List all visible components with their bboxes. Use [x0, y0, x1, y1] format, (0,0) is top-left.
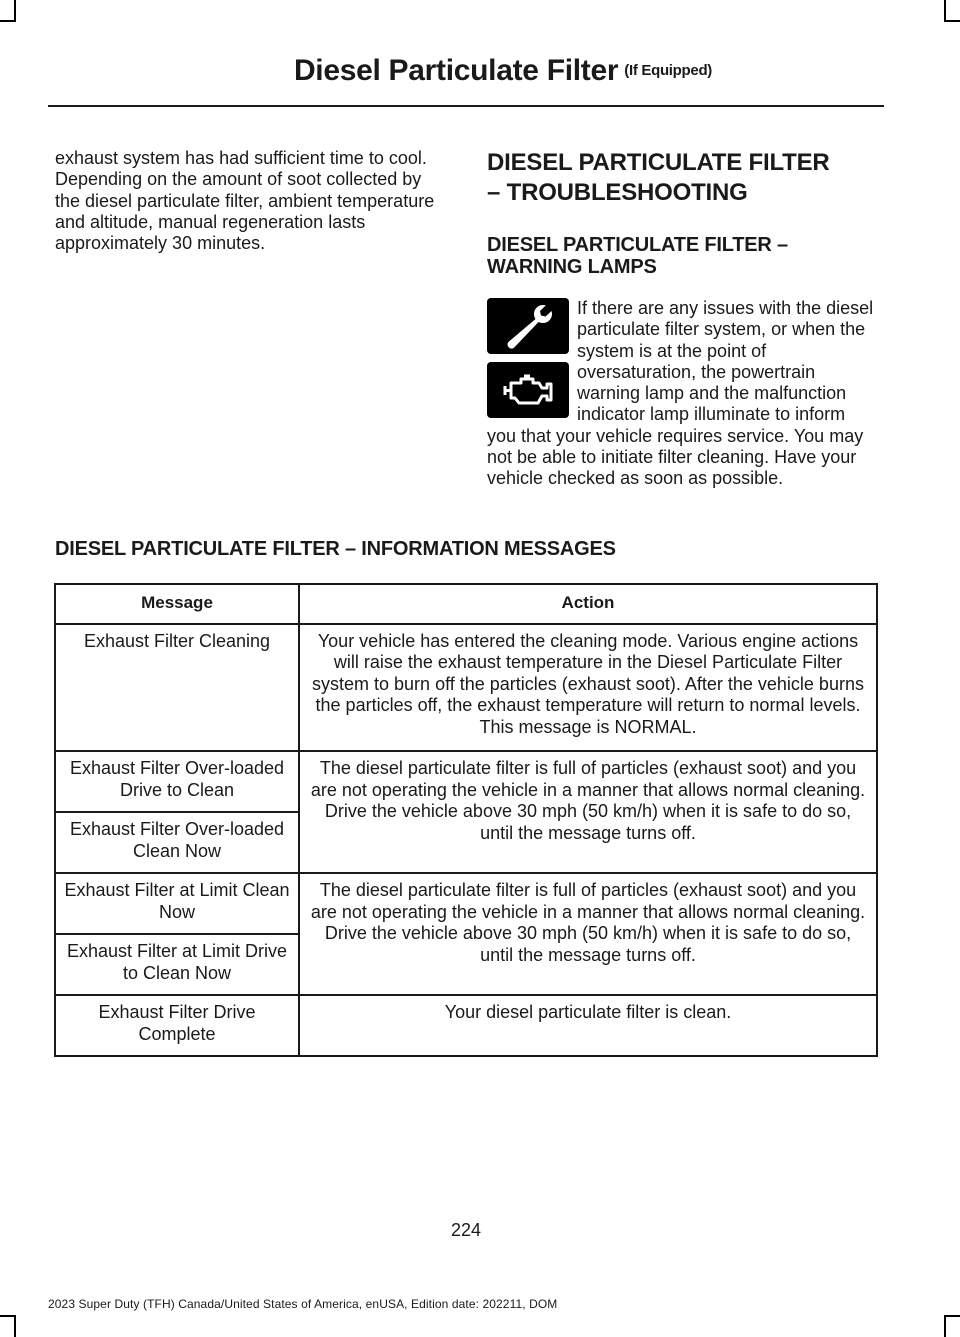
warning-lamps-heading: DIESEL PARTICULATE FILTER – WARNING LAMPS: [487, 234, 788, 278]
crop-mark: [944, 20, 960, 22]
information-messages-heading: DIESEL PARTICULATE FILTER – INFORMATION MESSAGES: [55, 538, 616, 560]
table-header-row: [55, 584, 877, 624]
table-row: [55, 751, 877, 812]
header-title: Diesel Particulate Filter: [293, 54, 619, 87]
header-suffix: (If Equipped): [624, 62, 712, 79]
crop-mark: [944, 1315, 960, 1317]
continued-paragraph: exhaust system has had sufficient time to cool. Depending on the amount of soot collected by the diesel particulate filter, ambient temperature and altitude, manual regeneration lasts approximately 30 minutes.: [55, 148, 435, 254]
message-cell: Exhaust Filter Cleaning: [55, 624, 299, 752]
crop-mark: [0, 1315, 16, 1317]
message-cell: Exhaust Filter Over-loaded Clean Now: [55, 812, 299, 873]
header-rule: [48, 105, 884, 107]
footer-text: 2023 Super Duty (TFH) Canada/United States of America, enUSA, Edition date: 202211, DOM: [48, 1297, 558, 1311]
action-cell: Your diesel particulate filter is clean.: [299, 995, 877, 1056]
table-row: [55, 995, 877, 1056]
warning-lamps-paragraph: If there are any issues with the diesel particulate filter system, or when the system is at the point of oversaturation, the powertrain warning lamp and the malfunction indicator lamp illuminate to inform you that your vehicle requires service. You may not be able to initiate filter cleaning. Have your vehicle checked as soon as possible.: [487, 298, 874, 489]
action-cell: The diesel particulate filter is full of particles (exhaust soot) and you are not operating the vehicle in a manner that allows normal cleaning. Drive the vehicle above 30 mph (50 km/h) when it is safe to do so, until the message turns off.: [299, 751, 877, 873]
right-column: [487, 148, 879, 490]
message-cell: Exhaust Filter Drive Complete: [55, 995, 299, 1056]
wrench-icon: [487, 298, 569, 354]
page-header: [294, 54, 712, 88]
section-heading-line2: – TROUBLESHOOTING: [487, 179, 748, 206]
left-column: [55, 148, 450, 254]
table-row: [55, 873, 877, 934]
message-cell: Exhaust Filter at Limit Drive to Clean Now: [55, 934, 299, 995]
crop-mark: [14, 1315, 16, 1337]
crop-mark: [14, 0, 16, 22]
information-messages-table: [54, 583, 878, 1057]
crop-mark: [944, 1315, 946, 1337]
message-cell: Exhaust Filter Over-loaded Drive to Clean: [55, 751, 299, 812]
page-number: 224: [450, 1220, 482, 1240]
section-heading: [487, 148, 879, 208]
check-engine-icon: [487, 362, 569, 418]
message-cell: Exhaust Filter at Limit Clean Now: [55, 873, 299, 934]
section-heading-line1: DIESEL PARTICULATE FILTER: [487, 149, 830, 176]
column-header-message: Message: [55, 584, 299, 624]
action-cell: Your vehicle has entered the cleaning mode. Various engine actions will raise the exhaust temperature in the Diesel Particulate Filter system to burn off the particles (exhaust soot). After the vehicle burns the particles off, the exhaust temperature will return to normal levels. This message is NORMAL.: [299, 624, 877, 752]
action-cell: The diesel particulate filter is full of particles (exhaust soot) and you are not operating the vehicle in a manner that allows normal cleaning. Drive the vehicle above 30 mph (50 km/h) when it is safe to do so, until the message turns off.: [299, 873, 877, 995]
crop-mark: [0, 20, 16, 22]
warning-lamps-block: [487, 298, 879, 490]
table-row: [55, 624, 877, 752]
crop-mark: [944, 0, 946, 22]
column-header-action: Action: [299, 584, 877, 624]
